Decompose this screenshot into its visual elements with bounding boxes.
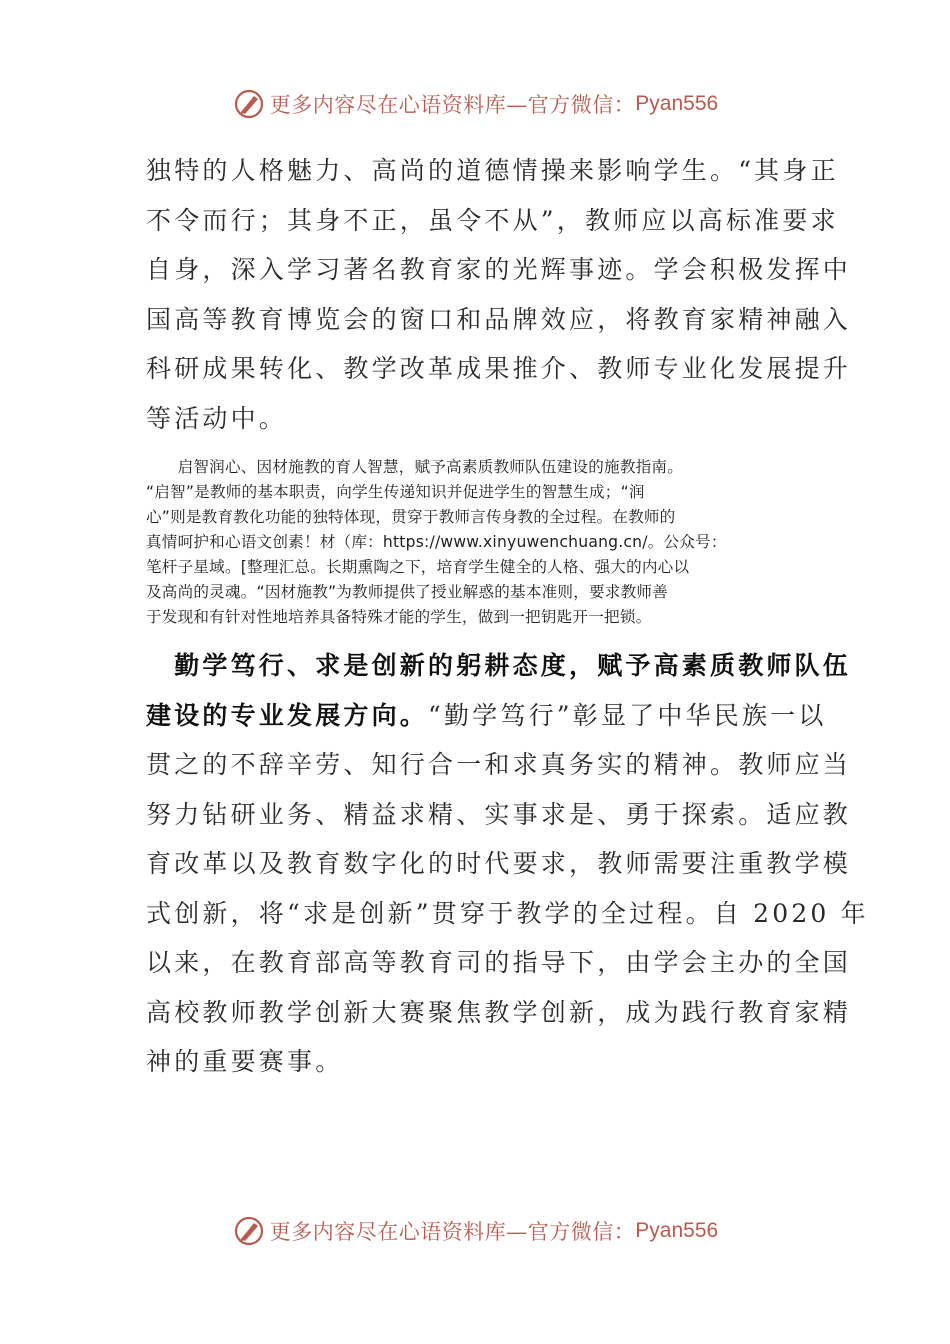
paragraph-3-heading-part2: 建设的专业发展方向。 bbox=[146, 700, 429, 730]
paragraph-3-line-rest: “勤学笃行”彰显了中华民族一以 bbox=[428, 700, 827, 730]
paragraph-3-line: 高校教师教学创新大赛聚焦教学创新，成为践行教育家精 bbox=[146, 997, 852, 1027]
paragraph-1-line: 自身，深入学习著名教育家的光辉事迹。学会积极发挥中 bbox=[146, 255, 852, 284]
footer-wechat-id: Pyan556 bbox=[635, 1219, 719, 1242]
pen-nib-logo-icon bbox=[232, 1214, 266, 1248]
paragraph-3-line: 神的重要赛事。 bbox=[146, 1047, 344, 1076]
paragraph-2-line: 及高尚的灵魂。“因材施教”为教师提供了授业解惑的基本准则，要求教师善 bbox=[146, 583, 668, 601]
paragraph-3-line bbox=[146, 641, 852, 691]
paragraph-2-line: 启智润心、因材施教的育人智慧，赋予高素质教师队伍建设的施教指南。 bbox=[146, 458, 683, 476]
paragraph-2 bbox=[146, 455, 806, 630]
paragraph-2-line: 心”则是教育教化功能的独特体现，贯穿于教师言传身教的全过程。在教师的 bbox=[146, 508, 676, 526]
paragraph-3-line: 以来，在教育部高等教育司的指导下，由学会主办的全国 bbox=[146, 948, 852, 977]
paragraph-3-line: 式创新，将“求是创新”贯穿于教学的全过程。自 2020 年 bbox=[146, 898, 869, 928]
pen-nib-logo-icon bbox=[232, 87, 266, 121]
paragraph-3-line bbox=[146, 691, 827, 741]
paragraph-3-line: 努力钻研业务、精益求精、实事求是、勇于探索。适应教 bbox=[146, 799, 852, 829]
paragraph-1-line: 科研成果转化、教学改革成果推介、教师专业化发展提升 bbox=[146, 354, 852, 383]
paragraph-2-line: 于发现和有针对性地培养具备特殊才能的学生，做到一把钥匙开一把锁。 bbox=[146, 608, 652, 626]
paragraph-2-line: “启智”是教师的基本职责，向学生传递知识并促进学生的智慧生成；“润 bbox=[146, 483, 645, 501]
paragraph-2-line: 笔杆子星域。[整理汇总。长期熏陶之下，培育学生健全的人格、强大的内心以 bbox=[146, 558, 690, 576]
paragraph-1-line: 等活动中。 bbox=[146, 403, 288, 433]
paragraph-3-line: 贯之的不辞辛劳、知行合一和求真务实的精神。教师应当 bbox=[146, 750, 852, 779]
paragraph-3 bbox=[146, 641, 869, 1087]
paragraph-1-line: 不令而行；其身不正，虽令不从”，教师应以高标准要求 bbox=[146, 205, 839, 235]
footer-text: 更多内容尽在心语资料库—官方微信： bbox=[269, 1220, 636, 1244]
paragraph-1 bbox=[146, 146, 852, 443]
paragraph-3-line: 育改革以及教育数字化的时代要求，教师需要注重教学模 bbox=[146, 849, 852, 878]
page-footer bbox=[0, 1211, 950, 1251]
paragraph-3-heading-part1: 勤学笃行、求是创新的躬耕态度，赋予高素质教师队伍 bbox=[146, 651, 852, 680]
page-header bbox=[0, 84, 950, 124]
paragraph-2-line: 真情呵护和心语文创素！材（库：https://www.xinyuwenchuang.cn/。公众号： bbox=[146, 533, 727, 551]
paragraph-1-line: 国高等教育博览会的窗口和品牌效应，将教育家精神融入 bbox=[146, 304, 852, 334]
header-text: 更多内容尽在心语资料库—官方微信： bbox=[269, 93, 636, 117]
header-wechat-id: Pyan556 bbox=[635, 92, 719, 115]
paragraph-1-line: 独特的人格魅力、高尚的道德情操来影响学生。“其身正 bbox=[146, 156, 839, 185]
